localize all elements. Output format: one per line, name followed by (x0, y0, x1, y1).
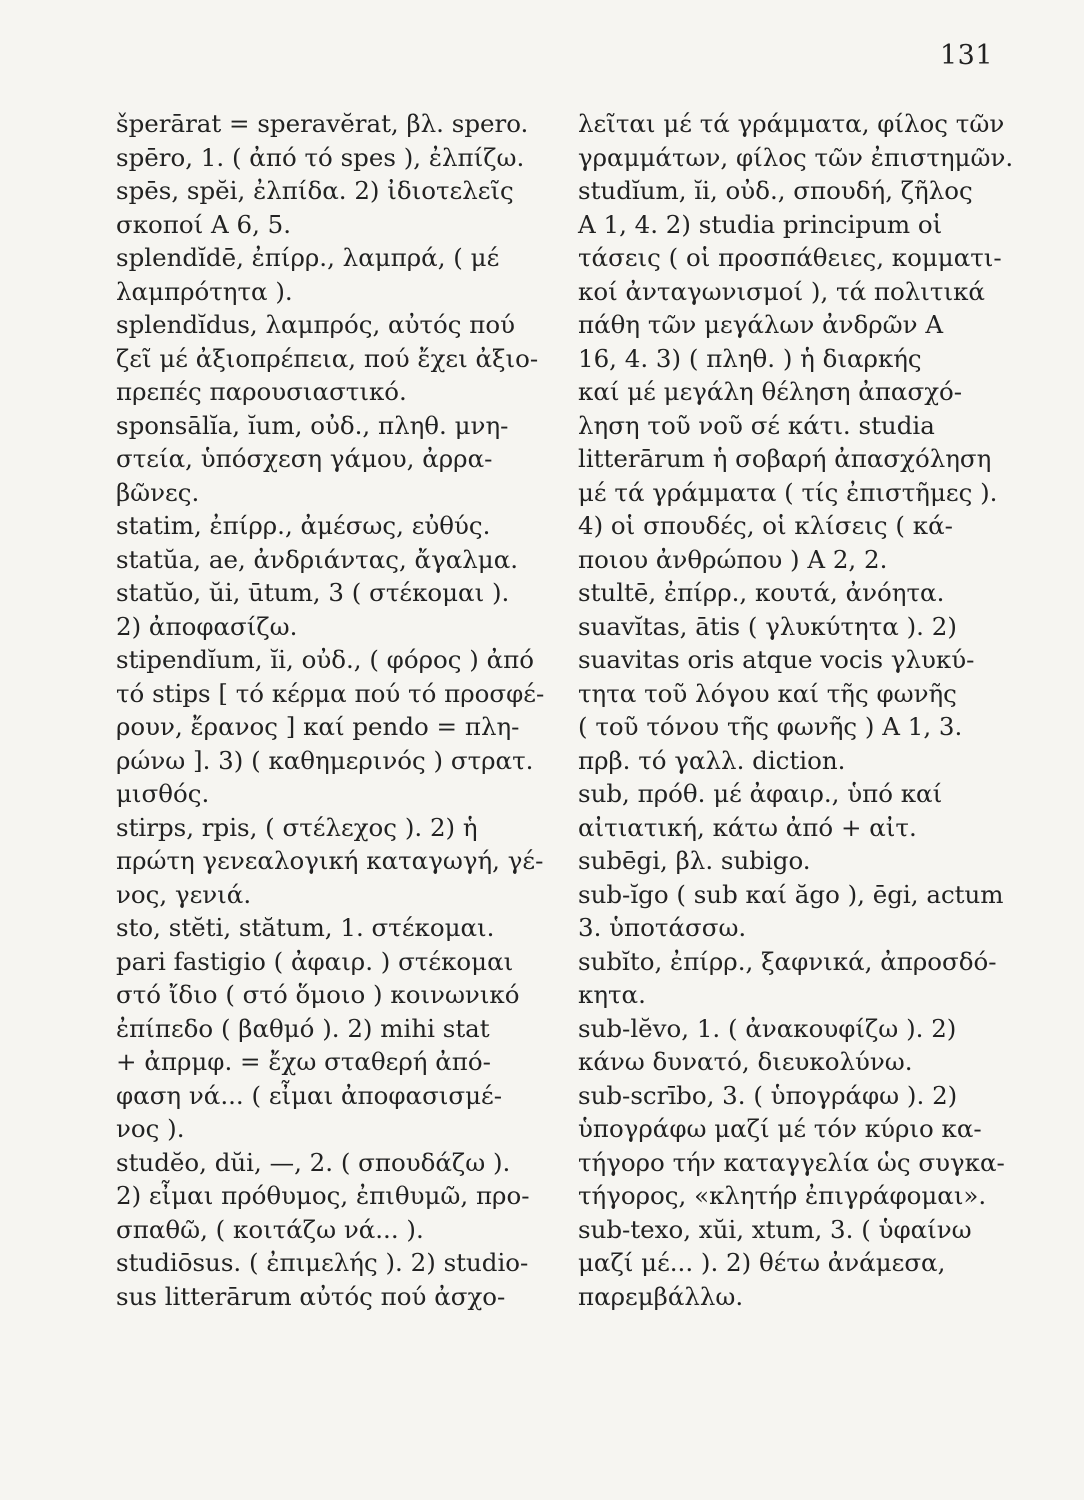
text-line: στό ἴδιο ( στό ὅμοιο ) κοινωνικό (116, 980, 520, 1009)
text-line: ἐπίπεδο ( βαθμό ). 2) mihi stat (116, 1013, 490, 1043)
text-line: šperārat = speravĕrat, βλ. spero. (116, 109, 529, 138)
text-line: sub-lĕvo, 1. ( ἀνακουφίζω ). 2) (578, 1013, 957, 1043)
text-line: + ἀπρμφ. = ἔχω σταθερή ἀπό- (116, 1047, 491, 1076)
text-line: ποιου ἀνθρώπου ) Α 2, 2. (578, 544, 888, 574)
text-line: sub, πρόθ. μέ ἀφαιρ., ὑπό καί (578, 779, 943, 808)
text-line: subēgi, βλ. subigo. (578, 846, 811, 875)
text-line: studiōsus. ( ἐπιμελής ). 2) studio- (116, 1248, 529, 1277)
text-line: litterārum ἡ σοβαρή ἀπασχόληση (578, 444, 992, 473)
text-line: μισθός. (116, 779, 210, 808)
text-line: νος ). (116, 1114, 185, 1143)
text-line: πρβ. τό γαλλ. diction. (578, 745, 846, 775)
text-line: νος, γενιά. (116, 879, 252, 909)
text-line: φαση νά... ( εἶμαι ἀποφασισμέ- (116, 1080, 503, 1110)
text-line: μαζί μέ... ). 2) θέτω ἀνάμεσα, (578, 1248, 946, 1277)
text-line: τό stips [ τό κέρμα πού τό προσφέ- (116, 678, 545, 708)
text-line: stipendĭum, ĭi, οὐδ., ( φόρος ) ἀπό (116, 645, 534, 674)
text-line: λεῖται μέ τά γράμματα, φίλος τῶν (578, 109, 1005, 138)
text-line: πρεπές παρουσιαστικό. (116, 377, 407, 406)
text-line: 2) ἀποφασίζω. (116, 611, 298, 641)
text-line: statim, ἐπίρρ., ἀμέσως, εὐθύς. (116, 511, 491, 540)
text-line: ὑπογράφω μαζί μέ τόν κύριο κα- (578, 1114, 982, 1143)
text-line: 2) εἶμαι πρόθυμος, ἐπιθυμῶ, προ- (116, 1181, 530, 1210)
right-column (578, 107, 1018, 1313)
text-line: στεία, ὑπόσχεση γάμου, ἀρρα- (116, 444, 493, 473)
text-line: ζεῖ μέ ἀξιοπρέπεια, πού ἔχει ἀξιο- (116, 343, 539, 373)
text-line: subĭto, ἐπίρρ., ξαφνικά, ἀπροσδό- (578, 946, 997, 976)
text-line: spēs, spĕi, ἐλπίδα. 2) ἰδιοτελεῖς (116, 176, 514, 205)
text-line: pari fastigio ( ἀφαιρ. ) στέκομαι (116, 946, 514, 976)
text-line: sponsālĭa, ĭum, οὐδ., πληθ. μνη- (116, 410, 509, 440)
text-line: statŭa, ae, ἀνδριάντας, ἄγαλμα. (116, 544, 519, 574)
text-line: λαμπρότητα ). (116, 276, 293, 306)
text-line: 16, 4. 3) ( πληθ. ) ἡ διαρκής (578, 343, 922, 373)
text-line: ( τοῦ τόνου τῆς φωνῆς ) Α 1, 3. (578, 712, 963, 741)
text-line: sub-scrībo, 3. ( ὑπογράφω ). 2) (578, 1080, 958, 1110)
text-line: statŭo, ŭi, ūtum, 3 ( στέκομαι ). (116, 578, 510, 607)
text-line: πάθη τῶν μεγάλων ἀνδρῶν Α (578, 310, 944, 339)
text-line: ρώνω ]. 3) ( καθημερινός ) στρατ. (116, 745, 534, 775)
text-line: τάσεις ( οἱ προσπάθειες, κομματι- (578, 243, 1002, 272)
text-line: suavitas oris atque vocis γλυκύ- (578, 645, 975, 674)
text-line: ρουν, ἔρανος ] καί pendo = πλη- (116, 712, 520, 741)
text-line: 4) οἱ σπουδές, οἱ κλίσεις ( κά- (578, 511, 953, 540)
text-line: σπαθῶ, ( κοιτάζω νά... ). (116, 1214, 424, 1244)
text-line: μέ τά γράμματα ( τίς ἐπιστῆμες ). (578, 477, 998, 507)
text-line: κάνω δυνατό, διευκολύνω. (578, 1047, 913, 1076)
text-line: σκοποί Α 6, 5. (116, 209, 292, 239)
text-line: γραμμάτων, φίλος τῶν ἐπιστημῶν. (578, 142, 1014, 172)
text-line: τητα τοῦ λόγου καί τῆς φωνῆς (578, 678, 957, 708)
text-line: κοί ἀνταγωνισμοί ), τά πολιτικά (578, 276, 985, 306)
text-line: stirps, rpis, ( στέλεχος ). 2) ἡ (116, 812, 478, 842)
page-number: 131 (940, 40, 994, 71)
text-line: πρώτη γενεαλογική καταγωγή, γέ- (116, 846, 544, 875)
text-line: βῶνες. (116, 477, 200, 507)
text-line: Α 1, 4. 2) studia principum οἱ (578, 209, 943, 239)
text-line: splendĭdus, λαμπρός, αὐτός πού (116, 310, 516, 339)
text-line: αἰτιατική, κάτω ἀπό + αἰτ. (578, 812, 917, 842)
text-line: sub-texo, xŭi, xtum, 3. ( ὑφαίνω (578, 1214, 972, 1244)
text-line: καί μέ μεγάλη θέληση ἀπασχό- (578, 377, 963, 406)
text-line: κητα. (578, 980, 646, 1009)
text-line: παρεμβάλλω. (578, 1281, 744, 1311)
text-line: sub-ĭgo ( sub καί ăgo ), ēgi, actum (578, 879, 1004, 909)
text-line: suavĭtas, ātis ( γλυκύτητα ). 2) (578, 611, 957, 641)
text-line: τήγορο τήν καταγγελία ὡς συγκα- (578, 1147, 1005, 1177)
text-line: ληση τοῦ νοῦ σέ κάτι. studia (578, 410, 935, 440)
text-line: splendĭdē, ἐπίρρ., λαμπρά, ( μέ (116, 243, 500, 272)
left-column (116, 107, 554, 1313)
text-line: sto, stĕti, stătum, 1. στέκομαι. (116, 913, 495, 942)
text-line: studĕo, dŭi, —, 2. ( σπουδάζω ). (116, 1147, 511, 1177)
text-line: τήγορος, «κλητήρ ἐπιγράφομαι». (578, 1181, 987, 1210)
text-line: spēro, 1. ( ἀπό τό spes ), ἐλπίζω. (116, 142, 525, 172)
text-line: 3. ὑποτάσσω. (578, 913, 747, 942)
text-line: stultē, ἐπίρρ., κουτά, ἀνόητα. (578, 578, 945, 607)
text-line: studĭum, ĭi, οὐδ., σπουδή, ζῆλος (578, 176, 973, 205)
text-line: sus litterārum αὐτός πού ἀσχο- (116, 1281, 506, 1311)
